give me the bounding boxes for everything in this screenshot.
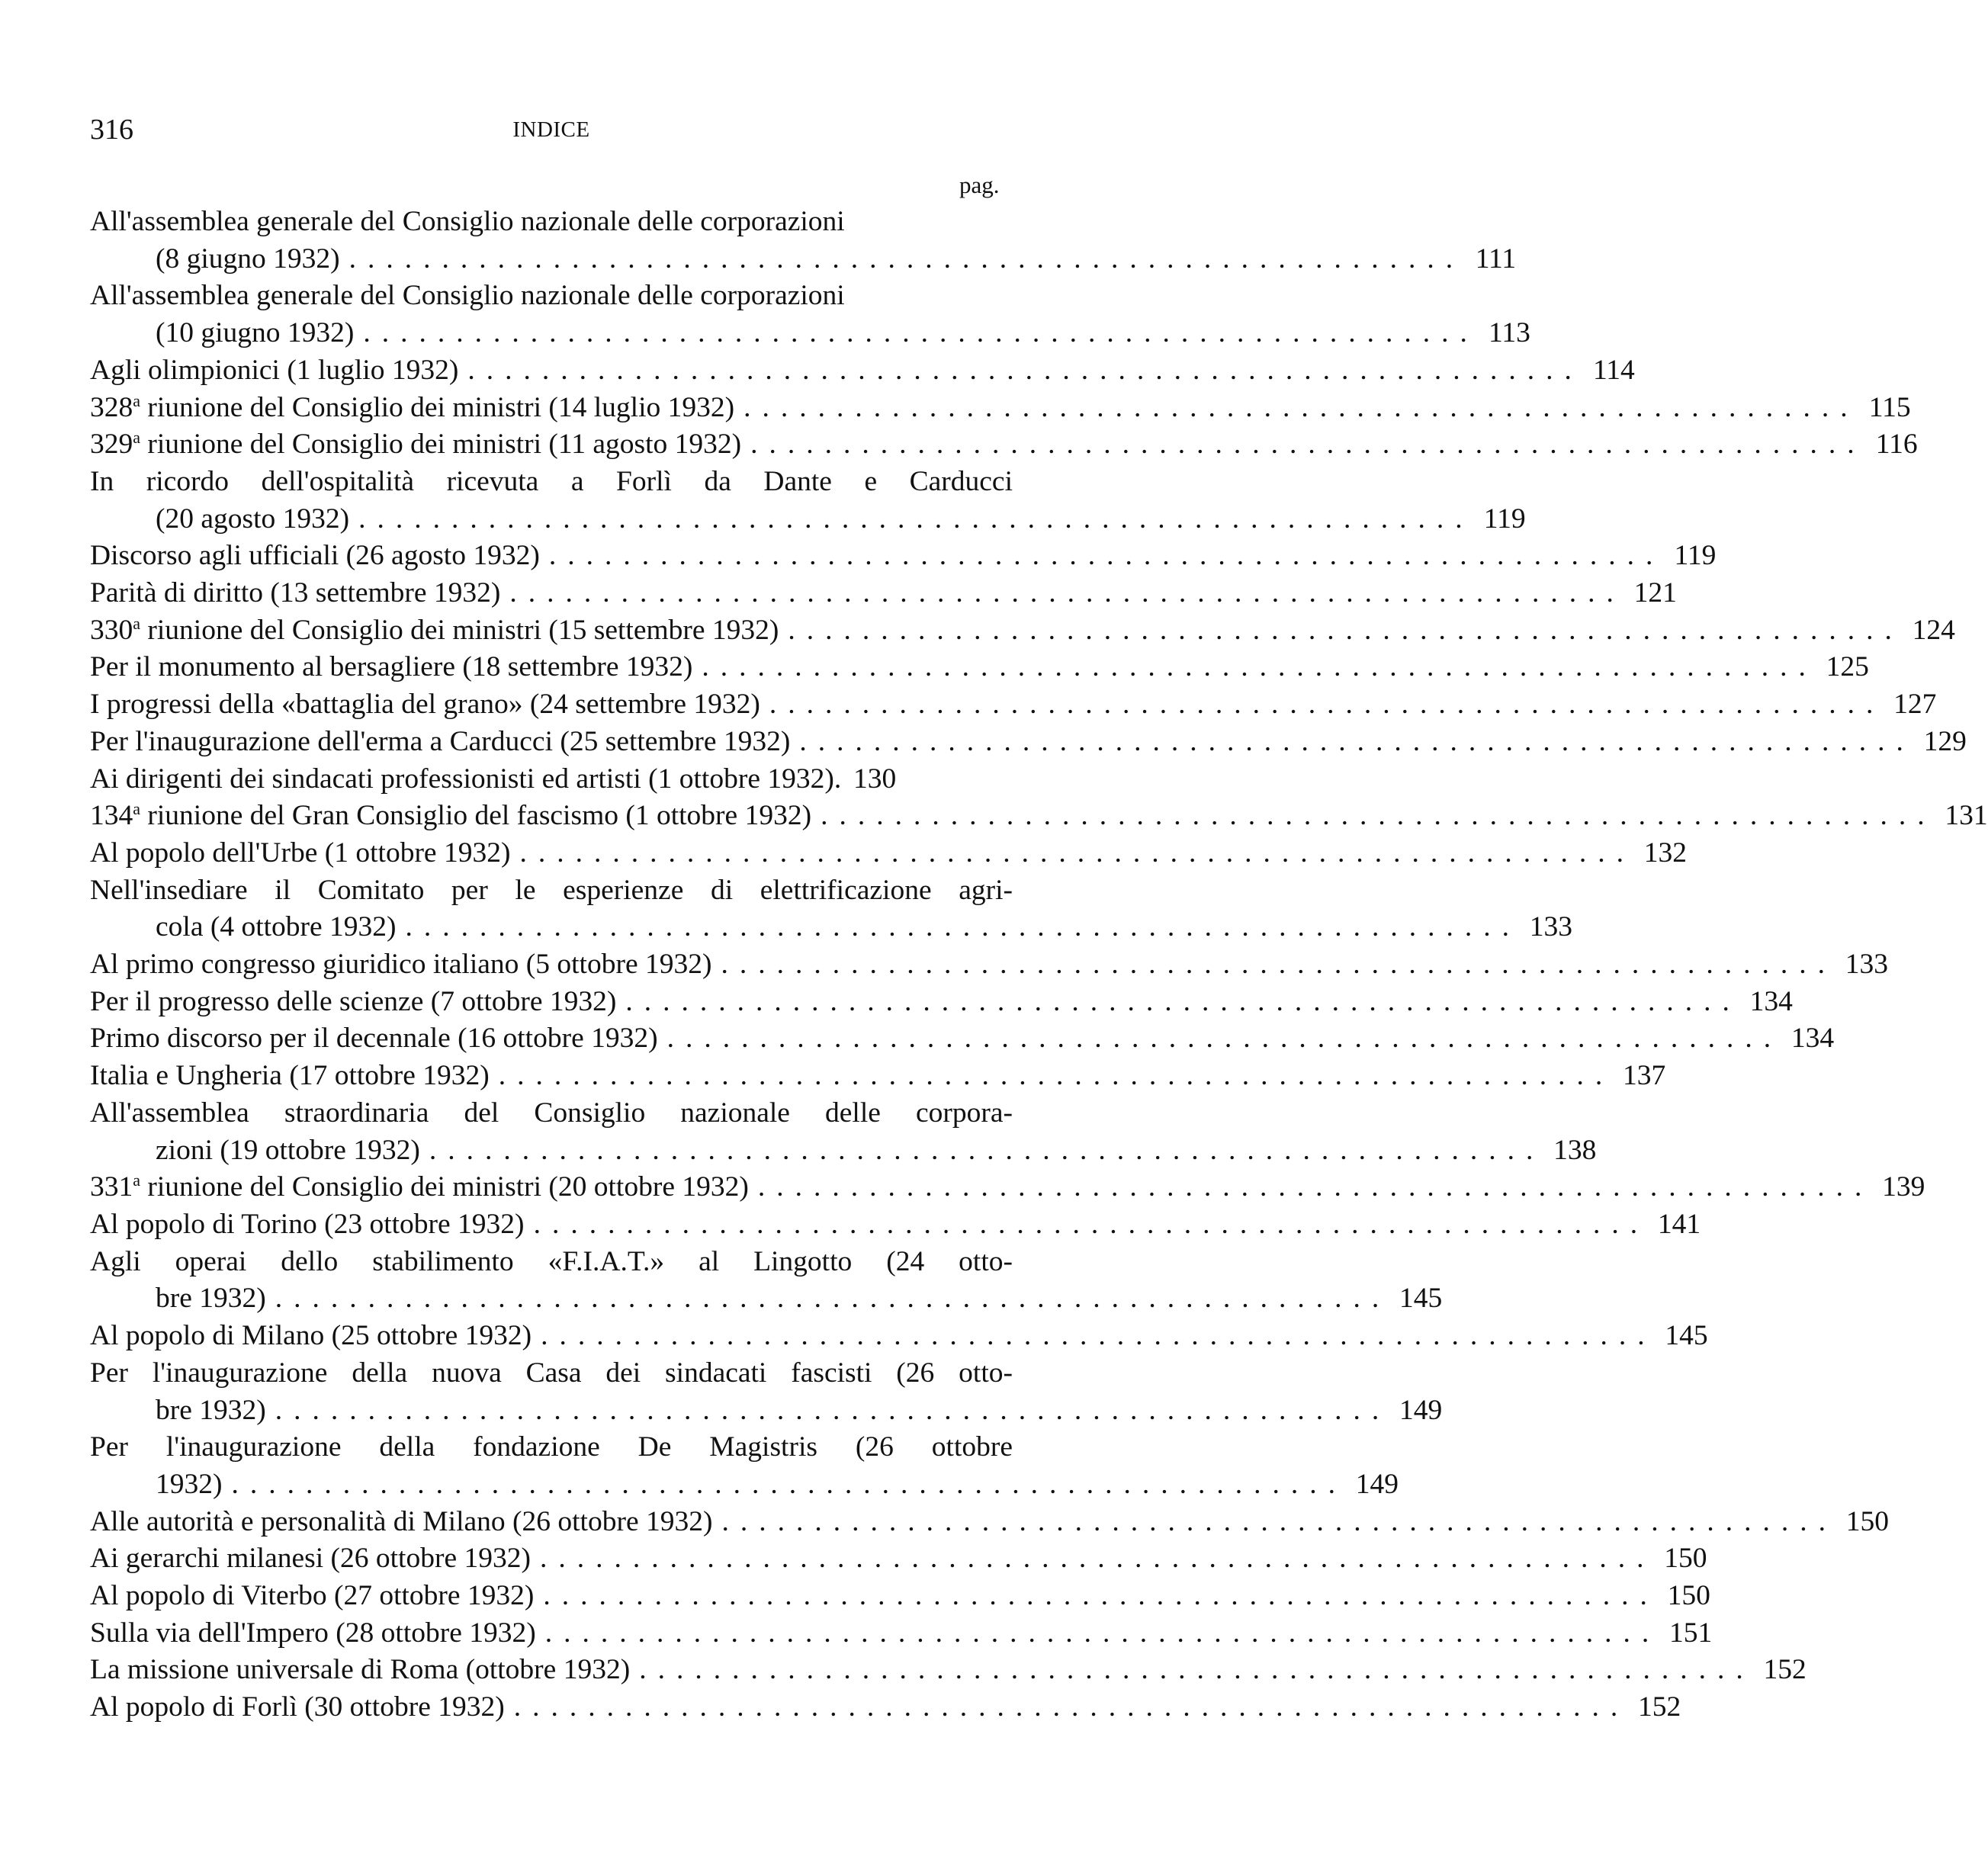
toc-entry: [90, 761, 1013, 798]
dot-leader: ............................................................: [513, 1691, 1630, 1723]
entry-title-cont: bre 1932): [156, 1283, 266, 1315]
dot-leader: ............................................................: [509, 577, 1625, 609]
dot-leader: ............................................................: [543, 1580, 1659, 1612]
entry-page: 145: [1665, 1320, 1708, 1352]
dot-leader: ............................................................: [358, 503, 1474, 535]
toc-entry: [90, 1318, 1708, 1355]
entry-page: 111: [1475, 242, 1517, 275]
toc-entry: [90, 1615, 1713, 1652]
toc-entry: [90, 798, 1988, 835]
entry-title-cont: (20 agosto 1932): [156, 503, 350, 535]
entry-ordinal: 329: [90, 429, 133, 461]
dot-leader: ............................................................: [702, 651, 1817, 683]
toc-entry: [90, 872, 1573, 946]
entry-ordinal: 134: [90, 800, 133, 832]
entry-title: Primo discorso per il decennale (16 ottobre 1932): [90, 1023, 658, 1055]
entry-page: 152: [1637, 1691, 1681, 1723]
entry-page: 150: [1667, 1580, 1710, 1612]
entry-page: 113: [1489, 317, 1530, 349]
toc-entry: [90, 204, 1517, 278]
dot-leader: ............................................................: [757, 1171, 1874, 1203]
ordinal-suffix: a: [133, 613, 141, 633]
pag-label: pag.: [959, 172, 1000, 198]
toc-entry: [90, 946, 1888, 984]
dot-leader: ............................................................: [666, 1023, 1783, 1055]
entry-title: All'assemblea generale del Consiglio nazionale delle corporazioni: [90, 206, 845, 237]
toc-entry: [90, 1540, 1707, 1578]
entry-title: Per l'inaugurazione della nuova Casa dei sindacati fascisti (26 otto-: [90, 1357, 1013, 1389]
entry-page: 115: [1868, 391, 1911, 423]
entry-page: 149: [1399, 1394, 1443, 1426]
dot-leader: ............................................................: [769, 689, 1885, 721]
entry-title: Nell'insediare il Comitato per le esperienze di elettrificazione agri-: [90, 874, 1013, 906]
dot-leader: ............................................................: [721, 949, 1836, 981]
toc-entry: [90, 1020, 1835, 1058]
entry-title-cont: (10 giugno 1932): [156, 317, 355, 349]
entry-ordinal: 328: [90, 391, 133, 423]
ordinal-suffix: a: [133, 390, 141, 410]
entry-page: 141: [1657, 1208, 1701, 1240]
dot-leader: ............................................................: [467, 354, 1583, 386]
entry-title-cont: bre 1932): [156, 1394, 266, 1426]
toc-entry: [90, 426, 1918, 464]
entry-page: 121: [1633, 577, 1677, 609]
entry-title-rest: riunione del Consiglio dei ministri (14 luglio 1932): [140, 391, 735, 423]
dot-leader: ............................................................: [498, 1060, 1614, 1092]
page-number: 316: [90, 114, 133, 146]
entry-title: Al popolo di Viterbo (27 ottobre 1932): [90, 1580, 535, 1612]
entry-page: 125: [1826, 651, 1869, 683]
ordinal-suffix: a: [133, 1171, 141, 1190]
entry-title: Ai gerarchi milanesi (26 ottobre 1932): [90, 1543, 531, 1575]
toc-entry: [90, 649, 1869, 686]
entry-title: [90, 612, 779, 650]
entry-page: 119: [1483, 503, 1526, 535]
entry-title: Al popolo di Milano (25 ottobre 1932): [90, 1320, 532, 1352]
page-header: [90, 113, 1013, 151]
entry-title: Per il monumento al bersagliere (18 settembre 1932): [90, 651, 693, 683]
dot-leader: ............................................................: [533, 1208, 1649, 1240]
entry-page: 116: [1875, 429, 1918, 461]
dot-leader: ............................................................: [405, 911, 1521, 943]
dot-leader: ............................................................: [750, 429, 1866, 461]
entry-title: Per l'inaugurazione dell'erma a Carducci (25 settembre 1932): [90, 725, 791, 757]
entry-title: Italia e Ungheria (17 ottobre 1932): [90, 1060, 490, 1092]
toc-entry: [90, 1095, 1597, 1169]
entry-title: Parità di diritto (13 settembre 1932): [90, 577, 501, 609]
dot-leader: ............................................................: [544, 1617, 1661, 1649]
entry-title: Al primo congresso giuridico italiano (5 ottobre 1932): [90, 949, 712, 981]
entry-page: 133: [1529, 911, 1573, 943]
dot-leader: ............................................................: [799, 725, 1915, 757]
entry-page: 152: [1763, 1654, 1807, 1686]
toc-entry: [90, 724, 1967, 761]
dot-leader: ............................................................: [429, 1134, 1545, 1166]
dot-leader: ............................................................: [821, 800, 1936, 832]
dot-leader: ............................................................: [363, 317, 1479, 349]
toc-entry: [90, 575, 1677, 612]
dot-leader: ............................................................: [348, 242, 1465, 275]
toc-entry: [90, 1689, 1681, 1726]
entry-title: Per l'inaugurazione della fondazione De Magistris (26 ottobre: [90, 1431, 1013, 1463]
entry-page: 150: [1664, 1543, 1707, 1575]
entry-page: 139: [1882, 1171, 1925, 1203]
entry-page: 130: [853, 763, 897, 795]
entry-title-rest: riunione del Gran Consiglio del fascismo (1 ottobre 1932): [140, 800, 812, 832]
dot-leader: ............................................................: [275, 1394, 1391, 1426]
toc-entry: [90, 835, 1687, 872]
toc-entry: [90, 1504, 1889, 1541]
toc-entry: [90, 612, 1955, 650]
table-of-contents: [90, 204, 1988, 1726]
entry-title: Discorso agli ufficiali (26 agosto 1932): [90, 540, 540, 572]
entry-title: Al popolo di Forlì (30 ottobre 1932): [90, 1691, 505, 1723]
toc-entry: [90, 1429, 1399, 1503]
entry-title: Alle autorità e personalità di Milano (26 ottobre 1932): [90, 1505, 713, 1537]
entry-page: 138: [1553, 1134, 1597, 1166]
toc-entry: [90, 1244, 1443, 1318]
entry-title-rest: riunione del Consiglio dei ministri (20 ottobre 1932): [140, 1171, 749, 1203]
entry-page: 150: [1845, 1505, 1889, 1537]
entry-title: Ai dirigenti dei sindacati professionisti ed artisti (1 ottobre 1932).: [90, 763, 842, 795]
entry-title: I progressi della «battaglia del grano» (24 settembre 1932): [90, 689, 760, 721]
entry-page: 137: [1623, 1060, 1666, 1092]
entry-title: Sulla via dell'Impero (28 ottobre 1932): [90, 1617, 536, 1649]
dot-leader: ............................................................: [519, 837, 1635, 869]
entry-title-rest: riunione del Consiglio dei ministri (15 settembre 1932): [140, 614, 779, 646]
entry-title: Agli olimpionici (1 luglio 1932): [90, 354, 459, 386]
entry-title: [90, 426, 741, 464]
entry-page: 124: [1912, 614, 1955, 646]
running-head: INDICE: [512, 117, 590, 142]
entry-title-cont: (8 giugno 1932): [156, 242, 340, 275]
entry-title: All'assemblea straordinaria del Consiglio nazionale delle corpora-: [90, 1097, 1013, 1129]
entry-page: 132: [1643, 837, 1687, 869]
toc-entry: [90, 686, 1937, 724]
entry-title-rest: riunione del Consiglio dei ministri (11 agosto 1932): [140, 429, 742, 461]
dot-leader: ............................................................: [743, 391, 1859, 423]
toc-entry: [90, 984, 1793, 1021]
dot-leader: ............................................................: [625, 985, 1741, 1017]
entry-title: [90, 390, 734, 427]
toc-entry: [90, 278, 1530, 352]
ordinal-suffix: a: [133, 799, 141, 819]
entry-title: Agli operai dello stabilimento «F.I.A.T.» al Lingotto (24 otto-: [90, 1245, 1013, 1277]
dot-leader: ............................................................: [788, 614, 1903, 646]
toc-entry: [90, 1578, 1710, 1615]
entry-title-cont: 1932): [156, 1468, 223, 1500]
entry-page: 134: [1749, 985, 1793, 1017]
toc-entry: [90, 538, 1717, 575]
entry-page: 114: [1592, 354, 1635, 386]
entry-page: 151: [1669, 1617, 1713, 1649]
dot-leader: ............................................................: [231, 1468, 1347, 1500]
dot-leader: ............................................................: [639, 1654, 1755, 1686]
toc-entry: [90, 1058, 1666, 1095]
toc-entry: [90, 1355, 1443, 1429]
ordinal-suffix: a: [133, 428, 141, 448]
entry-page: 127: [1893, 689, 1937, 721]
entry-title: [90, 1169, 749, 1206]
toc-entry: [90, 1206, 1701, 1244]
entry-page: 145: [1399, 1283, 1443, 1315]
entry-ordinal: 330: [90, 614, 133, 646]
entry-page: 129: [1923, 725, 1967, 757]
toc-entry: [90, 352, 1635, 390]
entry-ordinal: 331: [90, 1171, 133, 1203]
dot-leader: ............................................................: [721, 1505, 1837, 1537]
toc-entry: [90, 464, 1526, 538]
entry-page: 149: [1355, 1468, 1399, 1500]
dot-leader: ............................................................: [548, 540, 1665, 572]
dot-leader: ............................................................: [541, 1320, 1656, 1352]
entry-title: Al popolo dell'Urbe (1 ottobre 1932): [90, 837, 511, 869]
entry-title-cont: zioni (19 ottobre 1932): [156, 1134, 420, 1166]
entry-title: [90, 798, 811, 835]
entry-title: La missione universale di Roma (ottobre 1932): [90, 1654, 631, 1686]
entry-page: 134: [1790, 1023, 1835, 1055]
dot-leader: ............................................................: [275, 1283, 1391, 1315]
toc-entry: [90, 1169, 1925, 1206]
toc-entry: [90, 390, 1911, 427]
entry-title: Al popolo di Torino (23 ottobre 1932): [90, 1208, 525, 1240]
entry-page: 133: [1845, 949, 1888, 981]
dot-leader: ............................................................: [539, 1543, 1656, 1575]
entry-title: All'assemblea generale del Consiglio nazionale delle corporazioni: [90, 280, 845, 312]
entry-title: Per il progresso delle scienze (7 ottobre 1932): [90, 985, 617, 1017]
entry-title: In ricordo dell'ospitalità ricevuta a Forlì da Dante e Carducci: [90, 465, 1013, 497]
entry-title-cont: cola (4 ottobre 1932): [156, 911, 397, 943]
toc-entry: [90, 1652, 1807, 1689]
entry-page: 119: [1674, 540, 1717, 572]
entry-page: 131: [1945, 800, 1988, 832]
